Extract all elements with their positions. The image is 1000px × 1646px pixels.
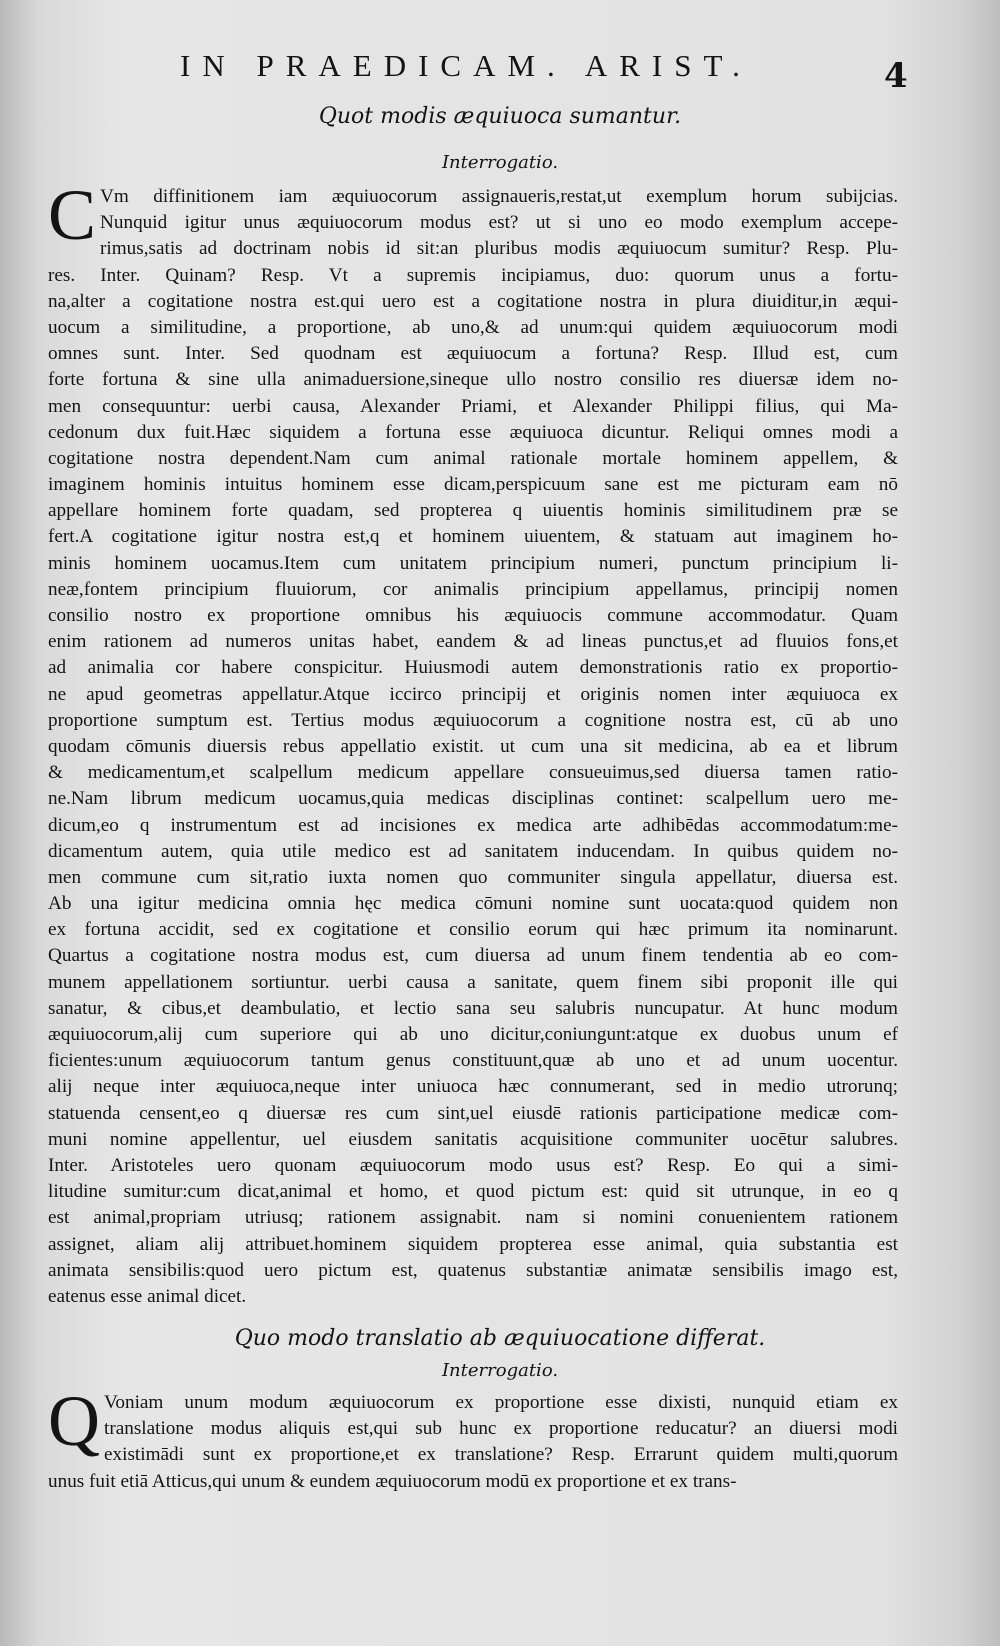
text-line: Quartus a cogitatione nostra modus est, cum diuersa ad unum finem tendentia ab eo com-	[48, 945, 898, 967]
text-line: rimus,satis ad doctrinam nobis id sit:an pluribus modis æquiuocum sumitur? Resp. Plu-	[100, 238, 898, 260]
running-header: IN PRAEDICAM. ARIST.	[180, 48, 752, 83]
text-line: æquiuocorum,alij cum superiore qui ab uno dicitur,coniungunt:atque ex duobus unum ef	[48, 1024, 898, 1045]
interrogatio-label-2: Interrogatio.	[441, 1360, 559, 1381]
text-line: ex fortuna accidit, sed ex cogitatione et consilio eorum qui hæc primum ita nominarunt.	[48, 919, 898, 941]
text-line: dicum,eo q instrumentum est ad incisiones ex medica arte adhibēdas accommodatum:me-	[48, 814, 898, 836]
page-number: 4	[884, 56, 908, 96]
text-line: statuenda censent,eo q diuersæ res cum sint,uel eiusdē rationis participatione medicæ com-	[48, 1102, 898, 1124]
text-line: men commune cum sit,ratio iuxta nomen quo communiter singula appellatur, diuersa est.	[48, 866, 898, 888]
drop-cap-1: C	[48, 175, 97, 255]
text-line: animata sensibilis:quod uero pictum est, quatenus substantiæ animatæ sensibilis imago est,	[48, 1259, 898, 1281]
text-line: unus fuit etiā Atticus,qui unum & eundem æquiuocorum modū ex proportione et ex trans-	[48, 1470, 737, 1492]
section-title-1: Quot modis æquiuoca sumantur.	[318, 104, 682, 129]
text-line: est animal,propriam utriusq; rationem assignabit. nam si nomini conuenientem rationem	[48, 1207, 898, 1229]
text-line: Ab una igitur medicina omnia hęc medica cōmuni nomine sunt uocata:quod quidem non	[48, 893, 898, 915]
section-body-1	[48, 175, 898, 1310]
section-title-2: Quo modo translatio ab æquiuocatione differat.	[234, 1326, 766, 1351]
text-line: muni nomine appellentur, uel eiusdem sanitatis acquisitione communiter uocētur salubres.	[48, 1128, 898, 1150]
text-line: munem appellationem sortiuntur. uerbi causa a sanitate, quem finem sibi proponit ille qui	[48, 971, 898, 993]
text-line: alij neque inter æquiuoca,neque inter uniuoca hæc connumerant, sed in medio utrorunq;	[48, 1076, 898, 1098]
text-line: appellare hominem forte quadam, sed propterea q uiuentis hominis similitudinem præ se	[48, 500, 898, 522]
text-line: Nunquid igitur unus æquiuocorum modus est? ut si uno eo modo exemplum accepe-	[100, 212, 898, 234]
text-line: cogitatione nostra dependent.Nam cum animal rationale mortale hominem appellem, &	[48, 447, 898, 469]
section-body-2	[48, 1381, 898, 1495]
text-line: neæ,fontem principium fluuiorum, cor animalis principium appellamus, principij nomen	[48, 578, 898, 600]
text-line: na,alter a cogitatione nostra est.qui uero est a cogitatione nostra in plura diuiditur,in æqui-	[48, 290, 898, 312]
text-line: ne apud geometras appellatur.Atque iccirco principij et originis nomen inter æquiuoca ex	[48, 683, 898, 705]
text-line: consilio nostro ex proportione omnibus his æquiuocis commune accommodatur. Quam	[48, 605, 898, 626]
text-line: forte fortuna & sine ulla animaduersione,sineque ullo nostro consilio res diuersæ idem no-	[48, 369, 898, 391]
text-line: fert.A cogitatione igitur nostra est,q et hominem uiuentem, & statuam aut imaginem ho-	[48, 526, 898, 548]
text-line: proportione sumptum est. Tertius modus æquiuocorum a cognitione nostra est, cū ab uno	[48, 709, 898, 731]
drop-cap-2: Q	[48, 1381, 100, 1461]
text-line: Vm diffinitionem iam æquiuocorum assignaueris,restat,ut exemplum horum subijcias.	[100, 186, 898, 207]
text-line: litudine sumitur:cum dicat,animal et homo, et quod pictum est: quid sit utrunque, in eo q	[48, 1181, 898, 1203]
text-line: existimādi sunt ex proportione,et ex translatione? Resp. Errarunt quidem multi,quorum	[104, 1444, 898, 1466]
text-line: ne.Nam librum medicum uocamus,quia medicas disciplinas continet: scalpellum uero me-	[48, 788, 898, 810]
text-line: uocum a similitudine, a proportione, ab uno,& ad unum:qui quidem æquiuocorum modi	[48, 316, 898, 338]
interrogatio-label-1: Interrogatio.	[441, 152, 559, 173]
text-line: res. Inter. Quinam? Resp. Vt a supremis incipiamus, duo: quorum unus a fortu-	[48, 264, 898, 286]
text-line: Inter. Aristoteles uero quonam æquiuocorum modo usus est? Resp. Eo qui a simi-	[48, 1154, 898, 1176]
text-line: enim rationem ad numeros unitas habet, eandem & ad lineas punctus,et ad fluuios fons,et	[48, 631, 898, 653]
text-line: & medicamentum,et scalpellum medicum appellare consueuimus,sed diuersa tamen ratio-	[48, 762, 898, 784]
text-line: ad animalia cor habere conspicitur. Huiusmodi autem demonstrationis ratio ex proportio-	[48, 657, 898, 679]
text-line: imaginem hominis intuitus hominem esse dicam,perspicuum sane est me picturam eam nō	[48, 474, 898, 496]
text-line: dicamentum autem, quia utile medico est ad sanitatem inducendam. In quibus quidem no-	[48, 840, 898, 862]
text-line: quodam cōmunis diuersis rebus appellatio existit. ut cum una sit medicina, ab ea et librum	[48, 735, 898, 757]
text-line: omnes sunt. Inter. Sed quodnam est æquiuocum a fortuna? Resp. Illud est, cum	[48, 343, 898, 365]
text-line: minis hominem uocamus.Item cum unitatem principium numeri, punctum principium li-	[48, 552, 898, 574]
text-line: ficientes:unum æquiuocorum tantum genus constituunt,quæ ab uno et ad unum uocentur.	[48, 1050, 898, 1072]
text-line: men consequuntur: uerbi causa, Alexander Priami, et Alexander Philippi filius, qui Ma-	[48, 395, 898, 417]
text-line: Voniam unum modum æquiuocorum ex proportione esse dixisti, nunquid etiam ex	[104, 1392, 898, 1413]
text-line: translatione modus aliquis est,qui sub hunc ex proportione reducatur? an diuersi modi	[104, 1418, 898, 1440]
text-line: assignet, aliam alij attribuet.hominem siquidem propterea esse animal, quia substantia est	[48, 1233, 898, 1255]
text-line: sanatur, & cibus,et deambulatio, et lectio sana seu salubris nuncupatur. At hunc modum	[48, 997, 898, 1019]
text-line: cedonum dux fuit.Hæc siquidem a fortuna esse æquiuoca dicuntur. Reliqui omnes modi a	[48, 421, 898, 443]
text-line: eatenus esse animal dicet.	[48, 1285, 247, 1307]
